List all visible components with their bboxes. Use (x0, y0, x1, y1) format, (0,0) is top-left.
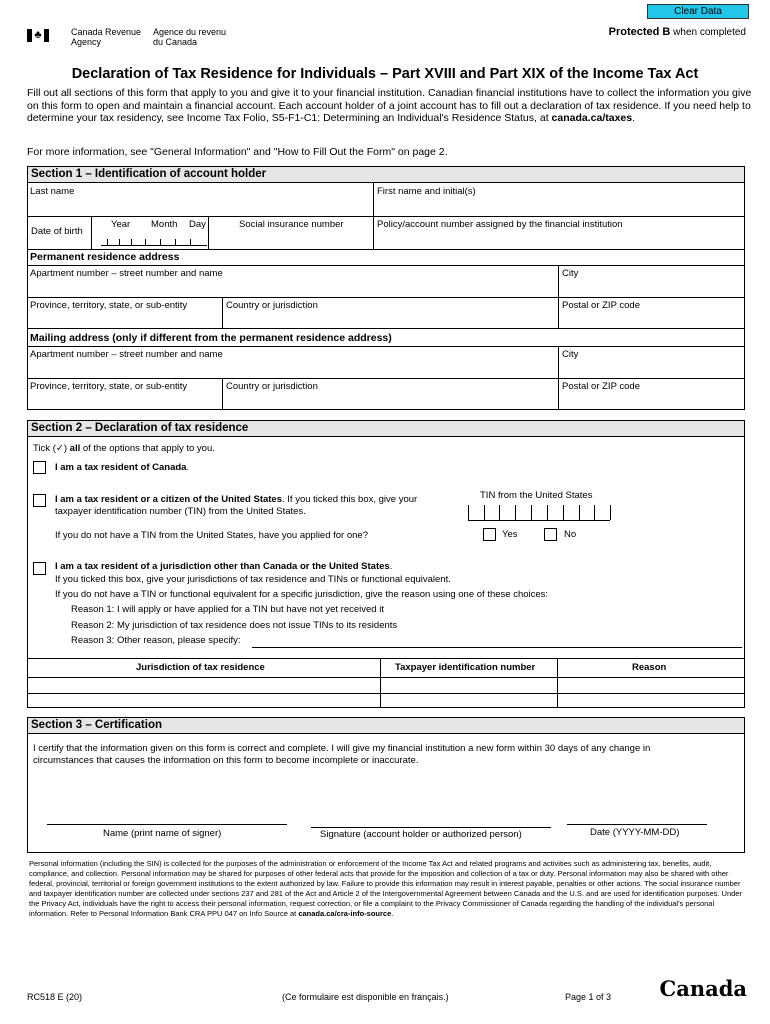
signature-field[interactable] (311, 813, 551, 827)
signature-label: Signature (account holder or authorized person) (320, 829, 522, 840)
mail-province-field[interactable] (28, 393, 221, 409)
reason-row1-field[interactable] (558, 678, 744, 692)
other-resident-label: I am a tax resident of a jurisdiction other than Canada or the United States. (55, 561, 393, 572)
sin-field[interactable] (210, 232, 372, 248)
col-jurisdiction-header: Jurisdiction of tax residence (136, 662, 265, 673)
canada-flag-icon: ♣ (27, 29, 49, 42)
agency-name-fr: Agence du revenu du Canada (153, 27, 227, 47)
mail-postal-label: Postal or ZIP code (562, 381, 640, 392)
french-availability: (Ce formulaire est disponible en français.) (282, 992, 449, 1002)
perm-province-label: Province, territory, state, or sub-entity (30, 300, 188, 311)
other-resident-checkbox[interactable] (33, 562, 46, 575)
tin-row1-field[interactable] (381, 678, 556, 692)
tin-applied-yes-label: Yes (502, 529, 518, 540)
tin-applied-yes-checkbox[interactable] (483, 528, 496, 541)
first-name-field[interactable] (375, 198, 743, 215)
policy-label: Policy/account number assigned by the financial institution (377, 219, 623, 230)
other-resident-line2: If you ticked this box, give your jurisdictions of tax residence and TINs or functional equivalent. (55, 574, 451, 585)
agency-name-en: Canada Revenue Agency (71, 27, 142, 47)
mail-country-field[interactable] (224, 393, 557, 409)
page-number: Page 1 of 3 (565, 992, 612, 1002)
canada-wordmark: Canada (659, 976, 747, 1001)
clear-data-button[interactable]: Clear Data (647, 4, 749, 19)
mail-apt-field[interactable] (28, 361, 557, 377)
col-tin-header: Taxpayer identification number (395, 662, 536, 673)
section3-heading: Section 3 – Certification (27, 717, 745, 734)
month-label: Month (151, 219, 178, 230)
perm-apt-label: Apartment number – street number and name (30, 268, 223, 279)
tick-instruction: Tick (✓) all of the options that apply to you. (33, 443, 215, 454)
jurisdiction-row2-field[interactable] (28, 694, 379, 707)
date-label: Date (YYYY-MM-DD) (590, 827, 680, 838)
mail-address-heading: Mailing address (only if different from the permanent residence address) (30, 332, 392, 344)
mail-postal-field[interactable] (560, 393, 743, 409)
perm-postal-field[interactable] (560, 312, 743, 327)
reason3-text: Reason 3: Other reason, please specify: (71, 635, 241, 646)
us-resident-checkbox[interactable] (33, 494, 46, 507)
day-label: Day (189, 219, 206, 230)
signer-name-label: Name (print name of signer) (103, 828, 222, 839)
perm-address-heading: Permanent residence address (30, 251, 180, 263)
tin-applied-no-checkbox[interactable] (544, 528, 557, 541)
intro-text: Fill out all sections of this form that apply to you and give it to your financial institution. Canadian financial institutions have to collect the information you give on this form to open and maintain a financial account. Each account holder of a joint account has to fill out a declaration of tax residence. If you need help to determine your tax residency, see Income Tax Folio, S5-F1-C1: Determining an Individual's Residence Status, at canada.ca/taxes. (27, 87, 752, 124)
last-name-label: Last name (30, 186, 75, 197)
canada-resident-label: I am a tax resident of Canada. (55, 462, 190, 473)
tin-us-field[interactable] (468, 502, 610, 521)
perm-postal-label: Postal or ZIP code (562, 300, 640, 311)
mail-province-label: Province, territory, state, or sub-entity (30, 381, 188, 392)
last-name-field[interactable] (28, 198, 372, 215)
protected-label: Protected B when completed (608, 26, 746, 38)
section1-heading: Section 1 – Identification of account holder (27, 166, 745, 183)
reason1-text: Reason 1: I will apply or have applied for a TIN but have not yet received it (71, 604, 384, 615)
perm-city-label: City (562, 268, 579, 279)
us-resident-label: I am a tax resident or a citizen of the United States. If you ticked this box, give your (55, 494, 418, 505)
jurisdiction-row1-field[interactable] (28, 678, 379, 692)
col-reason-header: Reason (632, 662, 667, 673)
perm-country-label: Country or jurisdiction (226, 300, 318, 311)
year-label: Year (111, 219, 131, 230)
reason-row2-field[interactable] (558, 694, 744, 707)
form-title: Declaration of Tax Residence for Individuals – Part XVIII and Part XIX of the Income Tax Act (71, 66, 699, 82)
perm-apt-field[interactable] (28, 280, 557, 296)
tin-applied-no-label: No (564, 529, 577, 540)
perm-city-field[interactable] (560, 280, 743, 296)
canada-resident-checkbox[interactable] (33, 461, 46, 474)
perm-country-field[interactable] (224, 312, 557, 327)
mail-city-field[interactable] (560, 361, 743, 377)
tin-row2-field[interactable] (381, 694, 556, 707)
mail-country-label: Country or jurisdiction (226, 381, 318, 392)
certification-text: I certify that the information given on this form is correct and complete. I will give my financial institution a new form within 30 days of any change in circumstances that causes the information on this form to become incomplete or inaccurate. (33, 743, 651, 766)
other-resident-line3: If you do not have a TIN or functional equivalent for a specific jurisdiction, give the reason using one of these choices: (55, 589, 549, 600)
tin-applied-question: If you do not have a TIN from the United States, have you applied for one? (55, 530, 368, 541)
date-field[interactable] (567, 810, 707, 824)
privacy-notice: Personal information (including the SIN) is collected for the purposes of the administration or enforcement of the Income Tax Act and related programs and activities such as administering tax, benefits, audit, compliance, and collection. Personal information may be shared for purposes of other federal acts that provide for the imposition and collection of a tax or duty. Personal information may also be shared with other federal, provincial, territorial or foreign government institutions to the extent authorized by law. Failure to provide this information may result in interest payable, penalties or other actions. The social insurance number and taxpayer identification number are collected under sections 237 and 281 of the Act and Article 2 of the Intergovernmental Agreement between Canada and the U.S. and are used for identification purposes. Under the Privacy Act, individuals have the right to access their personal information, request correction, or file a complaint to the Privacy Commissioner of Canada regarding the handling of the individual's personal information. Refer to Personal Information Bank CRA PPU 047 on Info Source at canada.ca/cra-info-source. (29, 859, 742, 918)
signer-name-field[interactable] (47, 810, 287, 824)
reason2-text: Reason 2: My jurisdiction of tax residence does not issue TINs to its residents (71, 620, 398, 631)
policy-field[interactable] (375, 232, 743, 248)
tin-us-label: TIN from the United States (480, 490, 593, 501)
us-resident-label-line2: taxpayer identification number (TIN) from the United States. (55, 506, 306, 517)
section2-heading: Section 2 – Declaration of tax residence (27, 420, 745, 437)
dob-label: Date of birth (31, 226, 83, 237)
mail-city-label: City (562, 349, 579, 360)
sin-label: Social insurance number (239, 219, 344, 230)
first-name-label: First name and initial(s) (377, 186, 476, 197)
reason3-field[interactable] (252, 634, 742, 648)
form-code: RC518 E (20) (27, 992, 83, 1002)
mail-apt-label: Apartment number – street number and name (30, 349, 223, 360)
perm-province-field[interactable] (28, 312, 221, 327)
more-info-text: For more information, see "General Information" and "How to Fill Out the Form" on page 2. (27, 146, 448, 158)
